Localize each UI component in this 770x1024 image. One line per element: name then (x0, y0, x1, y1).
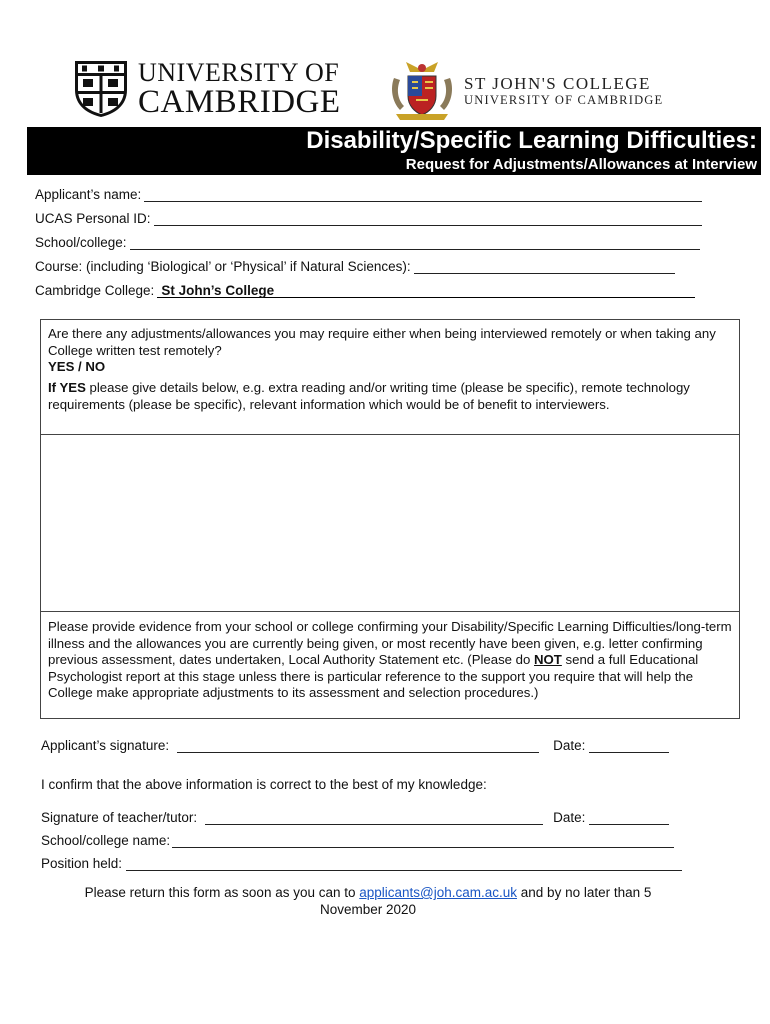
ucas-id-field[interactable] (154, 211, 702, 226)
applicant-signature-field[interactable] (177, 738, 539, 753)
form-title: Disability/Specific Learning Difficulties: (306, 127, 757, 154)
if-yes-rest: please give details below, e.g. extra reading and/or writing time (please be specific), remote technology requirements (please be specific), relevant information which would be of benefit to interviewers. (48, 380, 690, 412)
cambridge-logo-line2: CAMBRIDGE (138, 84, 341, 120)
adjustments-question-text: Are there any adjustments/allowances you may require either when being interviewed remotely or when taking any College written test remotely? (48, 326, 716, 358)
school-field[interactable] (130, 235, 700, 250)
course-field[interactable] (414, 259, 675, 274)
teacher-signature-label: Signature of teacher/tutor: (41, 810, 198, 825)
teacher-signature-field[interactable] (205, 810, 543, 825)
evidence-part2: send a full Educational Psychologist report at this stage unless there is particular reference to the support you require that will help the College make appropriate adjustments to its assessment and selection procedures.) (48, 652, 699, 700)
school-label: School/college: (35, 235, 127, 250)
school-name-label: School/college name: (41, 833, 171, 848)
st-johns-crest-icon (386, 58, 458, 122)
yes-no-separator: / (74, 359, 86, 374)
no-option[interactable]: NO (85, 359, 106, 374)
cambridge-shield-icon (74, 60, 128, 118)
teacher-signature-row (41, 807, 669, 825)
adjustments-question (48, 326, 738, 376)
school-name-field[interactable] (172, 833, 674, 848)
applicant-date-field[interactable] (589, 738, 669, 753)
school-row (35, 232, 700, 250)
st-johns-logo-line1: ST JOHN'S COLLEGE (464, 74, 651, 93)
details-textarea[interactable] (40, 434, 740, 612)
ucas-id-label: UCAS Personal ID: (35, 211, 151, 226)
ucas-id-row (35, 208, 702, 226)
applicant-signature-label: Applicant’s signature: (41, 738, 170, 753)
applicant-name-row (35, 184, 702, 202)
email-link[interactable]: applicants@joh.cam.ac.uk (359, 885, 518, 900)
college-row (35, 280, 695, 298)
confirm-text: I confirm that the above information is correct to the best of my knowledge: (41, 777, 487, 792)
cambridge-logo-line1: UNIVERSITY OF (138, 58, 340, 87)
position-field[interactable] (126, 856, 682, 871)
return-instructions (0, 884, 736, 918)
course-label: Course: (including ‘Biological’ or ‘Physical’ if Natural Sciences): (35, 259, 411, 274)
yes-option[interactable]: YES (48, 359, 75, 374)
applicant-name-label: Applicant’s name: (35, 187, 142, 202)
evidence-not: NOT (534, 652, 562, 667)
st-johns-logo (386, 58, 676, 122)
st-johns-logo-line2: UNIVERSITY OF CAMBRIDGE (464, 93, 664, 107)
applicant-date-label: Date: (553, 738, 586, 753)
return-deadline: November 2020 (319, 902, 417, 917)
evidence-instructions (48, 619, 738, 702)
position-row (41, 853, 682, 871)
applicant-signature-row (41, 735, 669, 753)
applicant-name-field[interactable] (144, 187, 702, 202)
teacher-date-label: Date: (553, 810, 586, 825)
college-label: Cambridge College: (35, 283, 155, 298)
college-field[interactable] (157, 283, 695, 298)
title-bar (27, 127, 761, 175)
school-name-row (41, 830, 674, 848)
teacher-date-field[interactable] (589, 810, 669, 825)
if-yes-instructions (48, 380, 738, 413)
return-post: and by no later than 5 (517, 885, 652, 900)
course-row (35, 256, 675, 274)
form-subtitle: Request for Adjustments/Allowances at Interview (405, 156, 757, 173)
return-pre: Please return this form as soon as you can to (84, 885, 360, 900)
if-yes-bold: If YES (48, 380, 86, 395)
position-label: Position held: (41, 856, 123, 871)
evidence-part1: Please provide evidence from your school or college confirming your Disability/Specific Learning Difficulties/long-term illness and the allowances you are currently being given, or most recently have been given, e.g. letter confirming previous assessment, dates undertaken, Local Authority Statement etc. (Please do (48, 619, 732, 667)
cambridge-logo (74, 60, 374, 118)
college-value: St John’s College (161, 283, 275, 298)
